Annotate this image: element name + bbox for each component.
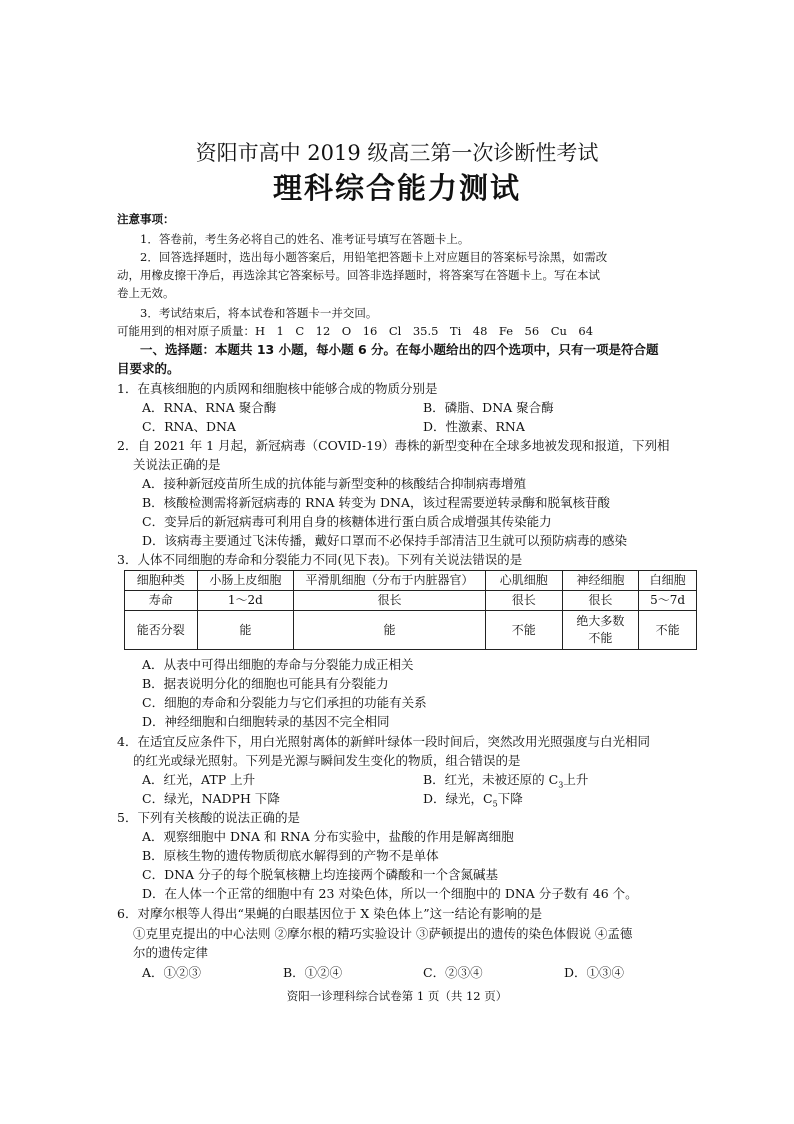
q4-option-a: A．红光，ATP 上升 [142,772,256,787]
table-cell: 神经细胞 [562,571,639,591]
q2-stem-line-1: 2．自 2021 年 1 月起，新冠病毒（COVID-19）毒株的新型变种在全球多地被发现和报道，下列相 [117,438,670,453]
atomic-mass-line: 可能用到的相对原子质量：H 1 C 12 O 16 Cl 35.5 Ti 48 Fe 56 Cu 64 [117,324,594,338]
q4-option-d-tail: 下降 [497,791,523,806]
subscript-3: 3 [558,780,564,790]
q4-option-c: C．绿光，NADPH 下降 [142,791,280,806]
table-cell: 细胞种类 [125,571,198,591]
table-cell: 很长 [486,591,563,611]
exam-title: 资阳市高中 2019 级高三第一次诊断性考试 [195,141,599,165]
q6-option-d: D．①③④ [564,965,625,980]
q6-items-line-2: 尔的遗传定律 [133,945,209,960]
table-row [125,611,697,650]
q6-option-a: A．①②③ [142,965,202,980]
table-cell: 不能 [486,611,563,650]
q4-option-d [423,790,523,808]
q4-option-b [423,771,588,789]
table-cell: 小肠上皮细胞 [197,571,293,591]
table-cell: 1～2d [197,591,293,611]
q1-option-b: B．磷脂、DNA 聚合酶 [423,400,554,415]
q4-stem-line-1: 4．在适宜反应条件下，用白光照射离体的新鲜叶绿体一段时间后，突然改用光照强度与白光相同 [117,734,650,749]
q6-items-line-1: ①克里克提出的中心法则 ②摩尔根的精巧实验设计 ③萨顿提出的遗传的染色体假说 ④孟德 [133,926,633,941]
q3-stem: 3．人体不同细胞的寿命和分裂能力不同(见下表)。下列有关说法错误的是 [117,552,523,567]
q3-option-c: C．细胞的寿命和分裂能力与它们承担的功能有关系 [142,695,427,710]
q5-option-b: B．原核生物的遗传物质彻底水解得到的产物不是单体 [142,848,439,863]
table-cell-line: 不能 [588,631,613,645]
q5-option-d: D．在人体一个正常的细胞中有 23 对染色体，所以一个细胞中的 DNA 分子数有 46 个。 [142,886,638,901]
table-row [125,591,697,611]
q2-option-a: A．接种新冠疫苗所生成的抗体能与新型变种的核酸结合抑制病毒增殖 [142,476,527,491]
notice-item-1: 1．答卷前，考生务必将自己的姓名、准考证号填写在答题卡上。 [140,232,470,246]
q2-option-c: C．变异后的新冠病毒可利用自身的核糖体进行蛋白质合成增强其传染能力 [142,514,552,529]
section-heading-line-2: 目要求的。 [117,361,180,376]
q4-option-b-tail: 上升 [563,772,589,787]
table-cell: 能 [197,611,293,650]
q1-option-d: D．性激素、RNA [423,419,525,434]
q6-option-c: C．②③④ [423,965,483,980]
q6-stem: 6．对摩尔根等人得出“果蝇的白眼基因位于 X 染色体上”这一结论有影响的是 [117,906,543,921]
notice-item-2-line-2: 动，用橡皮擦干净后，再选涂其它答案标号。回答非选择题时，将答案写在答题卡上。写在本试 [117,268,600,282]
paper-title: 理科综合能力测试 [272,171,521,205]
q5-option-c: C．DNA 分子的每个脱氧核糖上均连接两个磷酸和一个含氮碱基 [142,867,499,882]
q5-option-a: A．观察细胞中 DNA 和 RNA 分布实验中，盐酸的作用是解离细胞 [142,829,514,844]
q3-option-b: B．据表说明分化的细胞也可能具有分裂能力 [142,676,389,691]
q2-stem-line-2: 关说法正确的是 [133,457,221,472]
q1-stem: 1．在真核细胞的内质网和细胞核中能够合成的物质分别是 [117,381,438,396]
q4-option-b-text: B．红光，未被还原的 C [423,772,559,787]
section-heading-line-1: 一、选择题：本题共 13 小题，每小题 6 分。在每小题给出的四个选项中，只有一项是符合题 [140,342,659,357]
table-cell: 能否分裂 [125,611,198,650]
q2-option-d: D．该病毒主要通过飞沫传播，戴好口罩而不必保持手部清洁卫生就可以预防病毒的感染 [142,533,628,548]
notice-heading: 注意事项： [117,212,175,226]
notice-item-2-line-3: 卷上无效。 [117,286,175,300]
table-cell: 很长 [294,591,486,611]
q6-option-b: B．①②④ [283,965,343,980]
notice-item-3: 3．考试结束后，将本试卷和答题卡一并交回。 [140,306,378,320]
table-cell: 寿命 [125,591,198,611]
table-cell-line: 绝大多数 [576,614,625,628]
notice-item-2-line-1: 2．回答选择题时，选出每小题答案后，用铅笔把答题卡上对应题目的答案标号涂黑，如需改 [140,250,608,264]
cell-lifespan-table [124,570,697,650]
table-cell [562,611,639,650]
table-cell: 很长 [562,591,639,611]
q4-option-d-text: D．绿光，C [423,791,493,806]
table-cell: 白细胞 [639,571,697,591]
table-cell: 能 [294,611,486,650]
q5-stem: 5．下列有关核酸的说法正确的是 [117,810,300,825]
q4-stem-line-2: 的红光或绿光照射。下列是光源与瞬间发生变化的物质，组合错误的是 [133,753,521,768]
subscript-5: 5 [492,799,498,809]
q1-option-c: C．RNA、DNA [142,419,236,434]
q3-option-a: A．从表中可得出细胞的寿命与分裂能力成正相关 [142,657,414,672]
table-cell: 心肌细胞 [486,571,563,591]
page-footer: 资阳一诊理科综合试卷第 1 页（共 12 页） [286,989,508,1003]
q3-option-d: D．神经细胞和白细胞转录的基因不完全相同 [142,714,390,729]
table-cell: 平滑肌细胞（分布于内脏器官） [294,571,486,591]
table-cell: 5～7d [639,591,697,611]
table-cell: 不能 [639,611,697,650]
table-row [125,571,697,591]
q1-option-a: A．RNA、RNA 聚合酶 [142,400,277,415]
q2-option-b: B．核酸检测需将新冠病毒的 RNA 转变为 DNA，该过程需要逆转录酶和脱氧核苷酸 [142,495,610,510]
